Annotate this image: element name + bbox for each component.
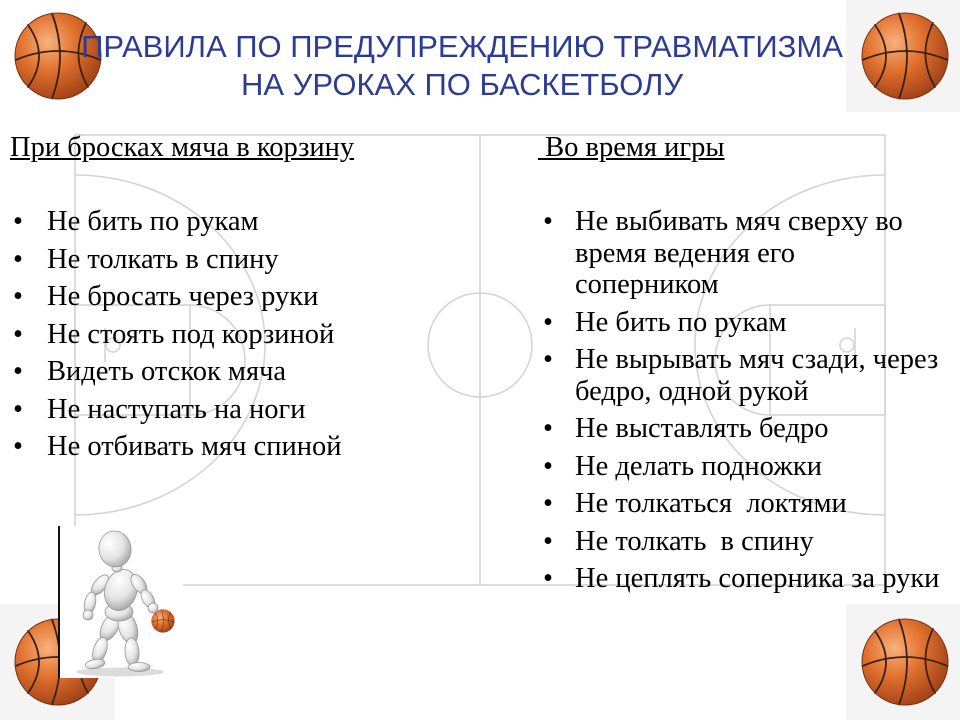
player-dribbling-figure-icon <box>60 526 183 678</box>
rule-text: Не вырывать мяч сзади, через бедро, одной рукой <box>575 344 946 407</box>
rule-item <box>13 394 513 426</box>
bullet-icon: • <box>543 306 553 338</box>
left-column-heading: При бросках мяча в корзину <box>10 132 355 163</box>
bullet-icon: • <box>13 243 23 275</box>
rule-text: Не бросать через руки <box>47 281 319 312</box>
rule-text: Не стоять под корзиной <box>47 318 335 350</box>
bullet-icon: • <box>13 431 23 462</box>
rule-text: Не наступать на ноги <box>47 393 306 425</box>
bullet-icon: • <box>13 206 23 237</box>
figure-head <box>96 528 134 569</box>
rule-text: Видеть отскок мяча <box>47 356 287 387</box>
rule-text: Не толкаться локтями <box>575 488 847 519</box>
player-figure-image <box>58 526 183 678</box>
rule-item <box>543 307 958 339</box>
rule-item <box>543 451 958 483</box>
bullet-icon: • <box>13 356 23 387</box>
rule-text: Не бить по рукам <box>47 206 259 237</box>
rule-item <box>13 206 513 238</box>
bullet-icon: • <box>543 525 553 557</box>
left-rules-list <box>13 206 513 463</box>
rule-item <box>543 206 958 301</box>
rule-item <box>13 244 513 276</box>
rule-text: Не бить по рукам <box>575 306 787 338</box>
rule-item <box>13 319 513 351</box>
bottom-right-basketball-icon <box>862 619 948 705</box>
rule-text: Не цеплять соперника за руки <box>575 563 940 594</box>
rule-text: Не отбивать мяч спиной <box>47 431 342 462</box>
bullet-icon: • <box>543 563 553 594</box>
right-rules-list <box>543 206 958 595</box>
rule-text: Не выбивать мяч сверху во время ведения его соперником <box>575 206 910 300</box>
rule-item <box>13 356 513 388</box>
bullet-icon: • <box>543 450 553 482</box>
rule-item <box>13 281 513 313</box>
bullet-icon: • <box>543 413 553 444</box>
figure-front-hand <box>148 603 158 613</box>
figure-back-hand <box>83 610 93 620</box>
rule-item <box>543 344 958 407</box>
bullet-icon: • <box>13 393 23 425</box>
rule-item <box>13 431 513 463</box>
rule-text: Не толкать в спину <box>575 525 814 557</box>
bullet-icon: • <box>543 344 553 375</box>
title-line-2: НА УРОКАХ ПО БАСКЕТБОЛУ <box>240 67 684 102</box>
figure-front-foot <box>128 663 150 672</box>
bullet-icon: • <box>543 206 553 237</box>
rule-item <box>543 413 958 445</box>
slide-title <box>42 28 882 104</box>
rule-text: Не выставлять бедро <box>575 413 829 444</box>
figure-front-shin <box>124 638 140 667</box>
rule-item <box>543 563 958 595</box>
title-line-1: ПРАВИЛА ПО ПРЕДУПРЕЖДЕНИЮ ТРАВМАТИЗМА <box>81 29 843 64</box>
bullet-icon: • <box>13 281 23 312</box>
bullet-icon: • <box>13 318 23 350</box>
rule-text: Не делать подножки <box>575 450 822 482</box>
rule-item <box>543 488 958 520</box>
bullet-icon: • <box>543 488 553 519</box>
rule-text: Не толкать в спину <box>47 243 279 275</box>
right-column-heading: Во время игры <box>538 132 725 163</box>
rule-item <box>543 526 958 558</box>
